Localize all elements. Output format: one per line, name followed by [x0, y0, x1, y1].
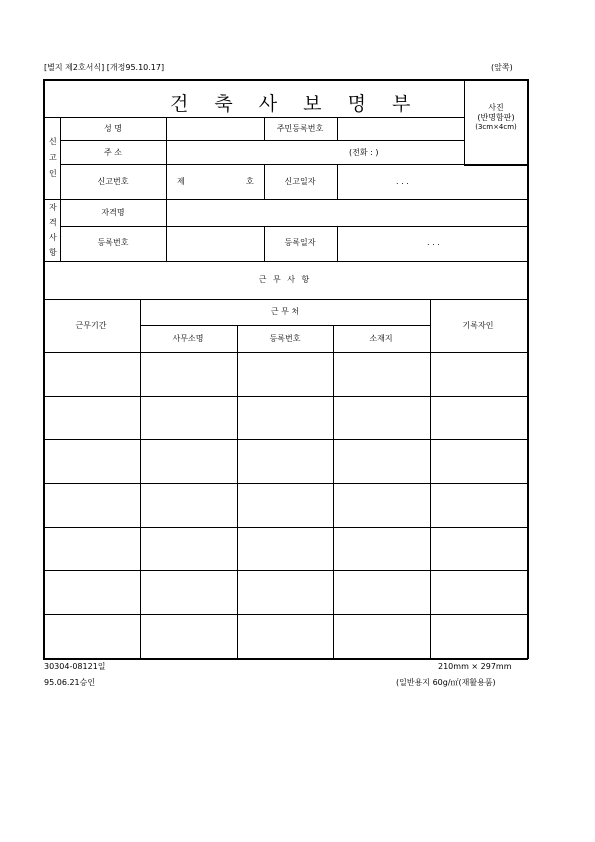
table-rule [43, 79, 528, 81]
photo-label: 사진 [488, 103, 504, 112]
rrn-label: 주민등록번호 [276, 124, 324, 133]
page-side-label: (앞쪽) [491, 63, 513, 72]
table-rule [43, 658, 528, 660]
office-location-label: 소재지 [369, 334, 393, 343]
report-number-suffix: 호 [246, 177, 254, 186]
table-rule [43, 79, 45, 659]
table-rule [43, 199, 527, 200]
table-rule [43, 352, 527, 353]
table-rule [264, 117, 265, 140]
work-section-title: 근 무 사 항 [258, 275, 312, 284]
office-name-label: 사무소명 [172, 334, 204, 343]
table-rule [43, 614, 527, 615]
table-rule [237, 325, 238, 658]
table-rule [43, 570, 527, 571]
license-name-label: 자격명 [101, 208, 125, 217]
page-title: 건 축 사 보 명 부 [170, 93, 421, 115]
office-reg-number-label: 등록번호 [269, 334, 301, 343]
reporter-section-char-1: 신 [49, 137, 57, 146]
table-rule [166, 199, 167, 261]
table-rule [337, 164, 338, 199]
table-rule [527, 79, 529, 659]
table-rule [140, 325, 430, 326]
table-rule [43, 483, 527, 484]
table-rule [60, 164, 527, 165]
report-number-label: 신고번호 [97, 177, 129, 186]
table-rule [43, 261, 527, 262]
table-rule [264, 164, 265, 199]
paper-type: (일반용지 60g/㎡(재활용품) [396, 678, 496, 687]
table-rule [60, 140, 464, 141]
recorder-signature-label: 기록자인 [462, 321, 494, 330]
reporter-section-char-3: 인 [49, 169, 57, 178]
table-rule [60, 117, 61, 199]
license-section-char-2: 격 [49, 218, 57, 227]
reporter-section-char-2: 고 [49, 153, 57, 162]
report-number-prefix: 제 [177, 177, 185, 186]
photo-dimension-label: (3cm×4cm) [475, 123, 517, 131]
table-rule [337, 117, 338, 140]
form-id: [별지 제2호서식] [개정95.10.17] [44, 63, 165, 72]
paper-size: 210mm × 297mm [438, 662, 512, 671]
address-label: 주 소 [104, 148, 122, 157]
table-rule [43, 439, 527, 440]
license-section-char-4: 항 [49, 248, 57, 257]
table-rule [464, 165, 527, 166]
phone-label: (전화 : ) [349, 148, 379, 157]
license-reg-number-label: 등록번호 [97, 238, 129, 247]
license-reg-date-dots: . . . [427, 238, 440, 247]
table-rule [60, 226, 527, 227]
form-code: 30304-08121일 [44, 662, 106, 671]
report-date-label: 신고일자 [284, 177, 316, 186]
table-rule [337, 226, 338, 261]
photo-size-label: (반명함판) [477, 113, 515, 122]
table-rule [60, 199, 61, 261]
table-rule [43, 117, 464, 118]
table-rule [333, 325, 334, 658]
table-rule [464, 79, 465, 166]
table-rule [264, 226, 265, 261]
work-period-label: 근무기간 [75, 321, 107, 330]
table-rule [43, 527, 527, 528]
approval-date: 95.06.21승인 [44, 678, 96, 687]
table-rule [43, 299, 527, 300]
table-rule [43, 396, 527, 397]
workplace-label: 근 무 처 [270, 307, 300, 316]
table-rule [166, 117, 167, 199]
license-reg-date-label: 등록일자 [284, 238, 316, 247]
name-label: 성 명 [104, 124, 122, 133]
report-date-dots: . . . [396, 177, 409, 186]
license-section-char-3: 사 [49, 233, 57, 242]
license-section-char-1: 자 [49, 203, 57, 212]
